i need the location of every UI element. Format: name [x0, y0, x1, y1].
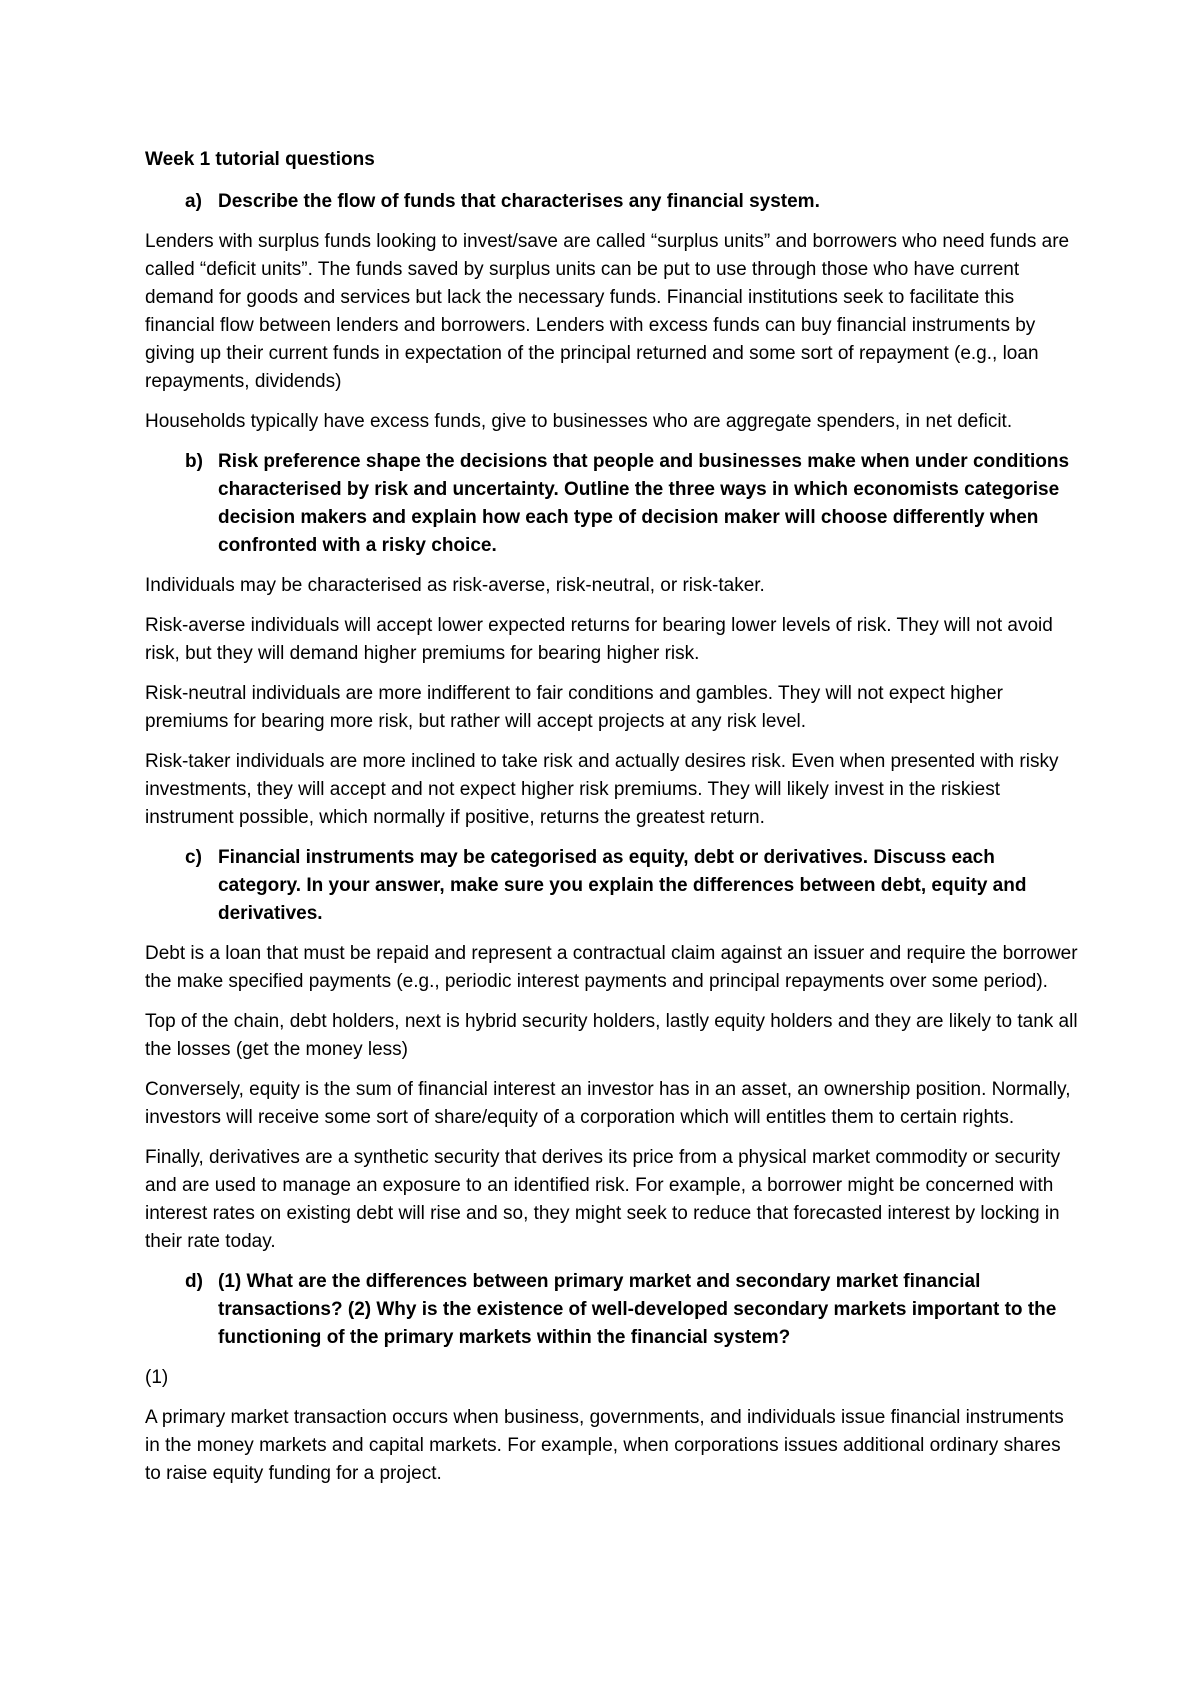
question-label: c) — [185, 847, 202, 868]
answer-paragraph: Individuals may be characterised as risk-averse, risk-neutral, or risk-taker. — [145, 575, 765, 596]
question-text: Describe the flow of funds that characterises any financial system. — [218, 191, 820, 212]
page-title: Week 1 tutorial questions — [145, 149, 375, 170]
question-label: d) — [185, 1271, 203, 1292]
question-text: Risk preference shape the decisions that people and businesses make when under conditions characterised by risk and uncertainty. Outline the three ways in which economists categorise decision makers and explain how each type of decision maker will choose differently when confronted with a risky choice. — [218, 451, 1070, 556]
answer-paragraph: Top of the chain, debt holders, next is hybrid security holders, lastly equity holders and they are likely to tank all the losses (get the money less) — [145, 1011, 1078, 1060]
answer-paragraph: Debt is a loan that must be repaid and represent a contractual claim against an issuer and require the borrower the make specified payments (e.g., periodic interest payments and principal repayments over some period). — [145, 943, 1078, 992]
answer-paragraph: Conversely, equity is the sum of financial interest an investor has in an asset, an ownership position. Normally, investors will receive some sort of share/equity of a corporation which will entitles them to certain rights. — [145, 1079, 1071, 1128]
answer-paragraph: Risk-averse individuals will accept lower expected returns for bearing lower levels of risk. They will not avoid risk, but they will demand higher premiums for bearing higher risk. — [145, 615, 1053, 664]
question-text: (1) What are the differences between primary market and secondary market financial transactions? (2) Why is the existence of well-developed secondary markets important to the functioning of the primary markets within the financial system? — [218, 1271, 1057, 1348]
answer-paragraph: Lenders with surplus funds looking to invest/save are called “surplus units” and borrowers who need funds are called “deficit units”. The funds saved by surplus units can be put to use through those who have current demand for goods and services but lack the necessary funds. Financial institutions seek to facilitate this financial flow between lenders and borrowers. Lenders with excess funds can buy financial instruments by giving up their current funds in expectation of the principal returned and some sort of repayment (e.g., loan repayments, dividends) — [145, 231, 1070, 392]
question-text: Financial instruments may be categorised as equity, debt or derivatives. Discuss each category. In your answer, make sure you explain the differences between debt, equity and derivatives. — [218, 847, 1027, 924]
answer-paragraph: Finally, derivatives are a synthetic security that derives its price from a physical market commodity or security and are used to manage an exposure to an identified risk. For example, a borrower might be concerned with interest rates on existing debt will rise and so, they might seek to reduce that forecasted interest by locking in their rate today. — [145, 1147, 1061, 1252]
answer-paragraph: Risk-taker individuals are more inclined to take risk and actually desires risk. Even when presented with risky investments, they will accept and not expect higher risk premiums. They will likely invest in the riskiest instrument possible, which normally if positive, returns the greatest return. — [145, 751, 1059, 828]
document-page — [145, 146, 1080, 1500]
question-b — [145, 448, 1080, 560]
question-label: a) — [185, 191, 202, 212]
question-a — [145, 188, 1080, 216]
answer-subheading: (1) — [145, 1367, 169, 1388]
question-label: b) — [185, 451, 203, 472]
question-c — [145, 844, 1080, 928]
question-d — [145, 1268, 1080, 1352]
answer-paragraph: A primary market transaction occurs when business, governments, and individuals issue financial instruments in the money markets and capital markets. For example, when corporations issues additional ordinary shares to raise equity funding for a project. — [145, 1407, 1064, 1484]
answer-paragraph: Risk-neutral individuals are more indifferent to fair conditions and gambles. They will not expect higher premiums for bearing more risk, but rather will accept projects at any risk level. — [145, 683, 1003, 732]
answer-paragraph: Households typically have excess funds, give to businesses who are aggregate spenders, in net deficit. — [145, 411, 1013, 432]
